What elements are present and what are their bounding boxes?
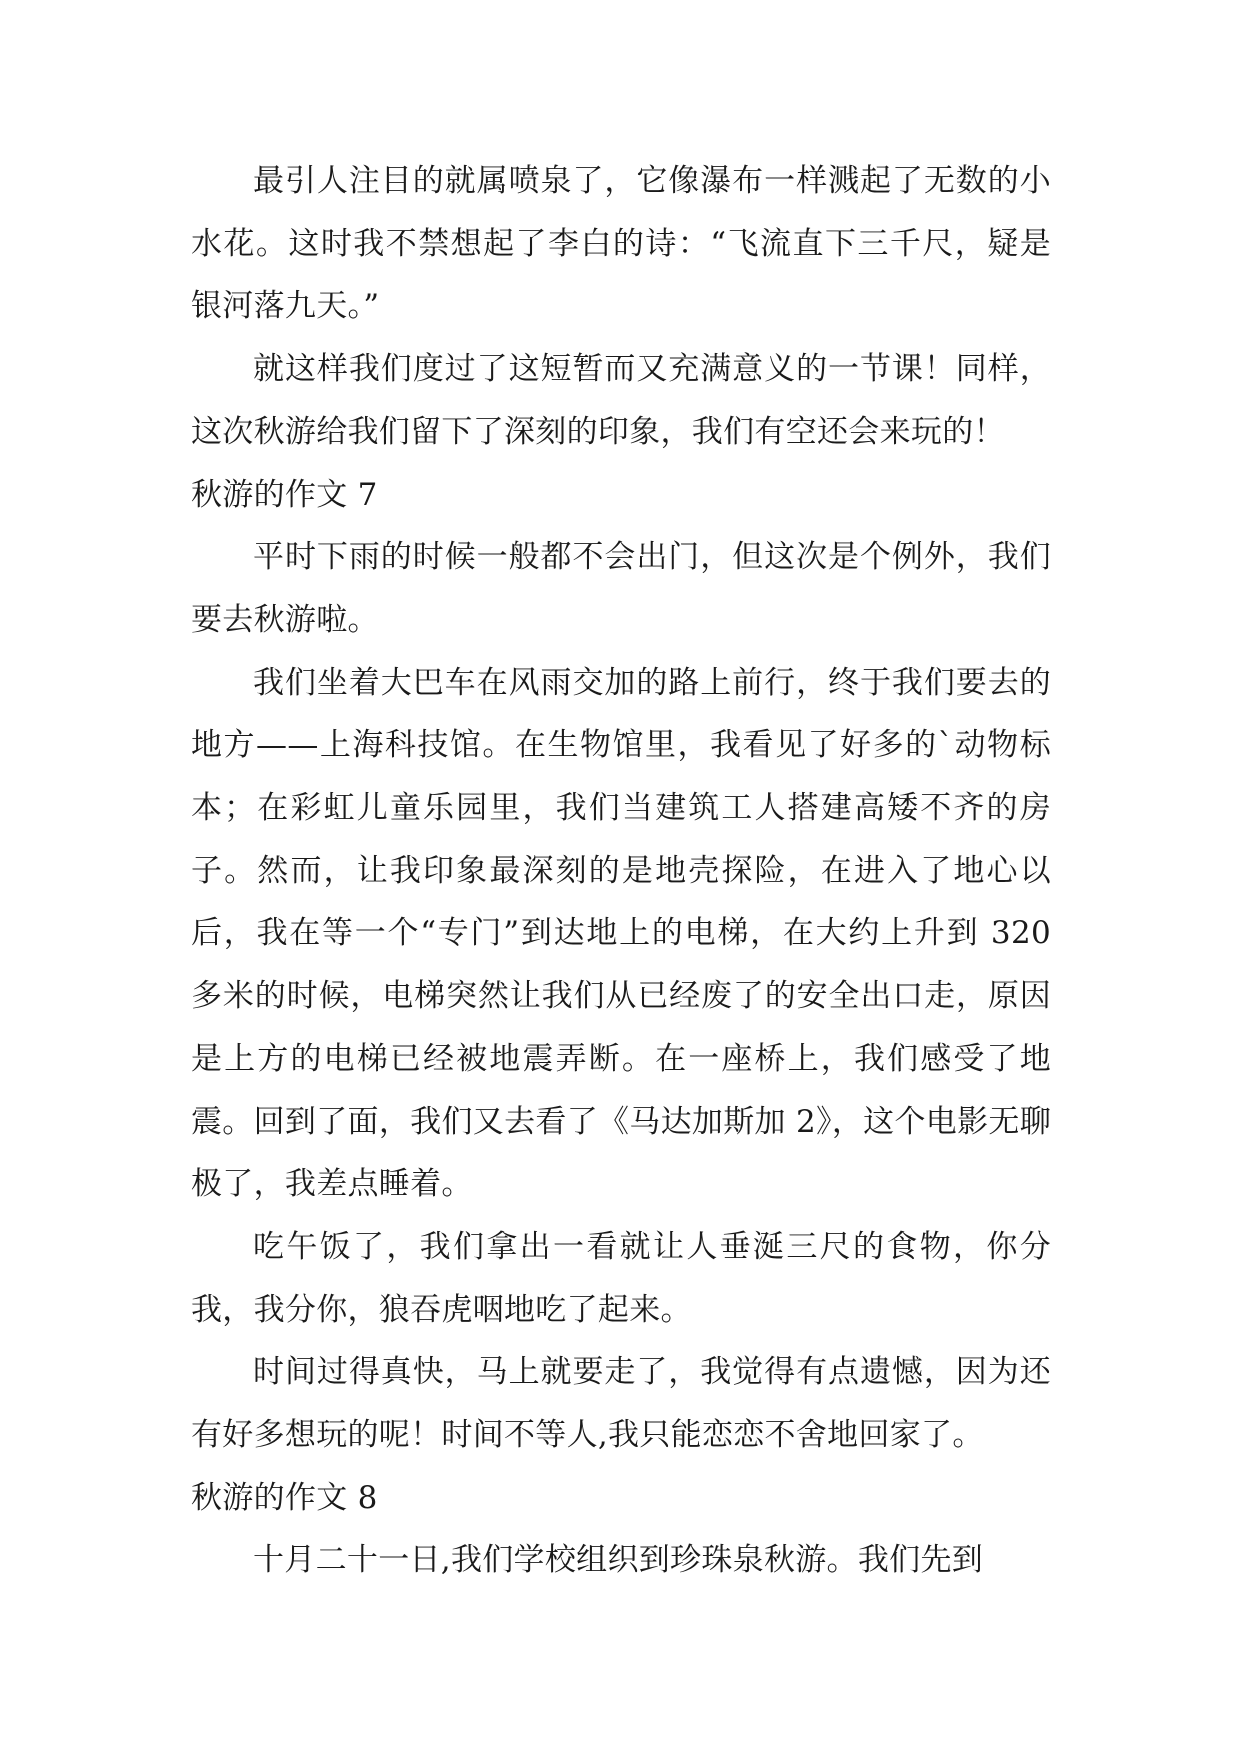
paragraph-going-home: 时间过得真快，马上就要走了，我觉得有点遗憾，因为还有好多想玩的呢！时间不等人,我只能恋恋不舍地回家了。 (191, 1354, 1051, 1454)
paragraph-pearl-spring: 十月二十一日,我们学校组织到珍珠泉秋游。我们先到 (253, 1542, 984, 1579)
paragraph-fountain: 最引人注目的就属喷泉了，它像瀑布一样溅起了无数的小水花。这时我不禁想起了李白的诗：“飞流直下三千尺，疑是银河落九天。” (191, 163, 1051, 325)
essay-title-8: 秋游的作文 8 (191, 1479, 378, 1516)
paragraph-lunch: 吃午饭了，我们拿出一看就让人垂涎三尺的食物，你分我，我分你，狼吞虎咽地吃了起来。 (191, 1228, 1051, 1328)
paragraph-science-museum: 我们坐着大巴车在风雨交加的路上前行，终于我们要去的地方——上海科技馆。在生物馆里，我看见了好多的`动物标本；在彩虹儿童乐园里，我们当建筑工人搭建高矮不齐的房子。然而，让我印象最深刻的是地壳探险，在进入了地心以后，我在等一个“专门”到达地上的电梯，在大约上升到 320 多米的时候，电梯突然让我们从已经废了的安全出口走，原因是上方的电梯已经被地震弄断。在一座桥上，我们感受了地震。回到了面，我们又去看了《马达加斯加 2》，这个电影无聊极了，我差点睡着。 (191, 664, 1051, 1203)
paragraph-rainy-day: 平时下雨的时候一般都不会出门，但这次是个例外，我们要去秋游啦。 (191, 539, 1051, 638)
document-body (191, 150, 1051, 1592)
essay-title-7: 秋游的作文 7 (191, 476, 378, 513)
paragraph-conclusion: 就这样我们度过了这短暂而又充满意义的一节课！同样，这次秋游给我们留下了深刻的印象，我们有空还会来玩的！ (191, 351, 1051, 450)
